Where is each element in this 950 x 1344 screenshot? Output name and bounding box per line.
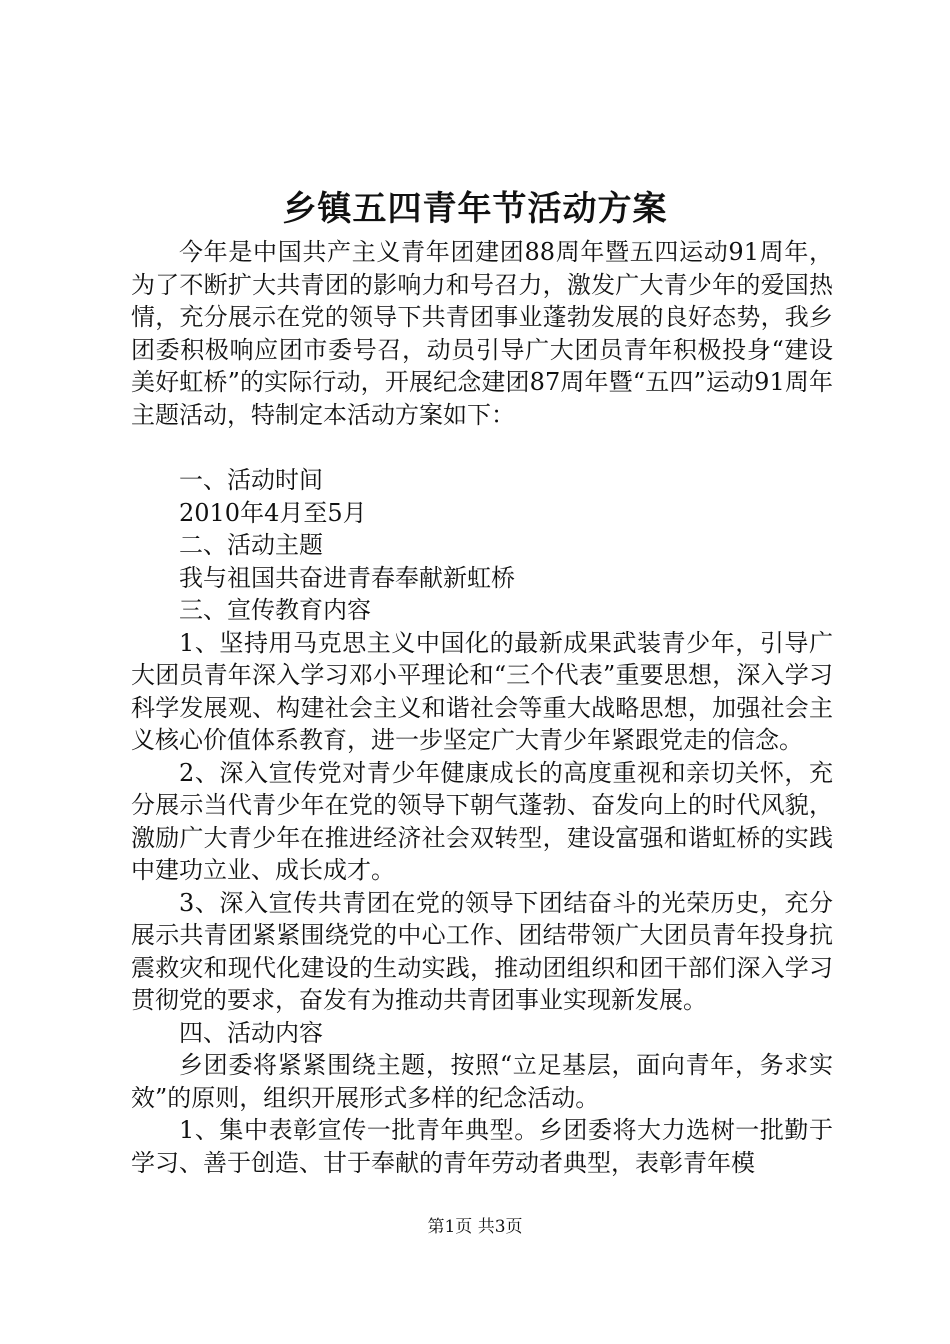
intro-paragraph: 今年是中国共产主义青年团建团88周年暨五四运动91周年，为了不断扩大共青团的影响力和号召力，激发广大青少年的爱国热情，充分展示在党的领导下共青团事业蓬勃发展的良好态势，我乡团委积极响应团市委号召，动员引导广大团员青年积极投身“建设美好虹桥”的实际行动，开展纪念建团87周年暨“五四”运动91周年主题活动，特制定本活动方案如下： — [131, 238, 833, 429]
activity-time-value: 2010年4月至5月 — [179, 498, 367, 527]
page-footer: 第1页 共3页 — [427, 1217, 523, 1237]
document-body — [131, 236, 833, 1179]
content-intro-paragraph: 乡团委将紧紧围绕主题，按照“立足基层，面向青年，务求实效”的原则，组织开展形式多样的纪念活动。 — [131, 1051, 833, 1112]
education-item-2: 2、深入宣传党对青少年健康成长的高度重视和亲切关怀，充分展示当代青少年在党的领导下朝气蓬勃、奋发向上的时代风貌，激励广大青少年在推进经济社会双转型，建设富强和谐虹桥的实践中建功立业、成长成才。 — [131, 758, 833, 884]
section-heading-education: 三、宣传教育内容 — [179, 596, 371, 624]
education-item-3: 3、深入宣传共青团在党的领导下团结奋斗的光荣历史，充分展示共青团紧紧围绕党的中心工作、团结带领广大团员青年投身抗震救灾和现代化建设的生动实践，推动团组织和团干部们深入学习贯彻党的要求，奋发有为推动共青团事业实现新发展。 — [131, 888, 833, 1014]
paragraph-gap — [131, 431, 833, 464]
section-heading-theme: 二、活动主题 — [179, 531, 323, 559]
section-heading-time: 一、活动时间 — [179, 466, 323, 494]
document-title: 乡镇五四青年节活动方案 — [282, 189, 668, 229]
section-heading-content: 四、活动内容 — [179, 1018, 323, 1047]
education-item-1: 1、坚持用马克思主义中国化的最新成果武装青少年，引导广大团员青年深入学习邓小平理论和“三个代表”重要思想，深入学习科学发展观、构建社会主义和谐社会等重大战略思想，加强社会主义核心价值体系教育，进一步坚定广大青少年紧跟党走的信念。 — [131, 628, 833, 754]
content-item-1: 1、集中表彰宣传一批青年典型。乡团委将大力选树一批勤于学习、善于创造、甘于奉献的青年劳动者典型，表彰青年模 — [131, 1116, 833, 1177]
activity-theme-value: 我与祖国共奋进青春奉献新虹桥 — [179, 563, 515, 592]
